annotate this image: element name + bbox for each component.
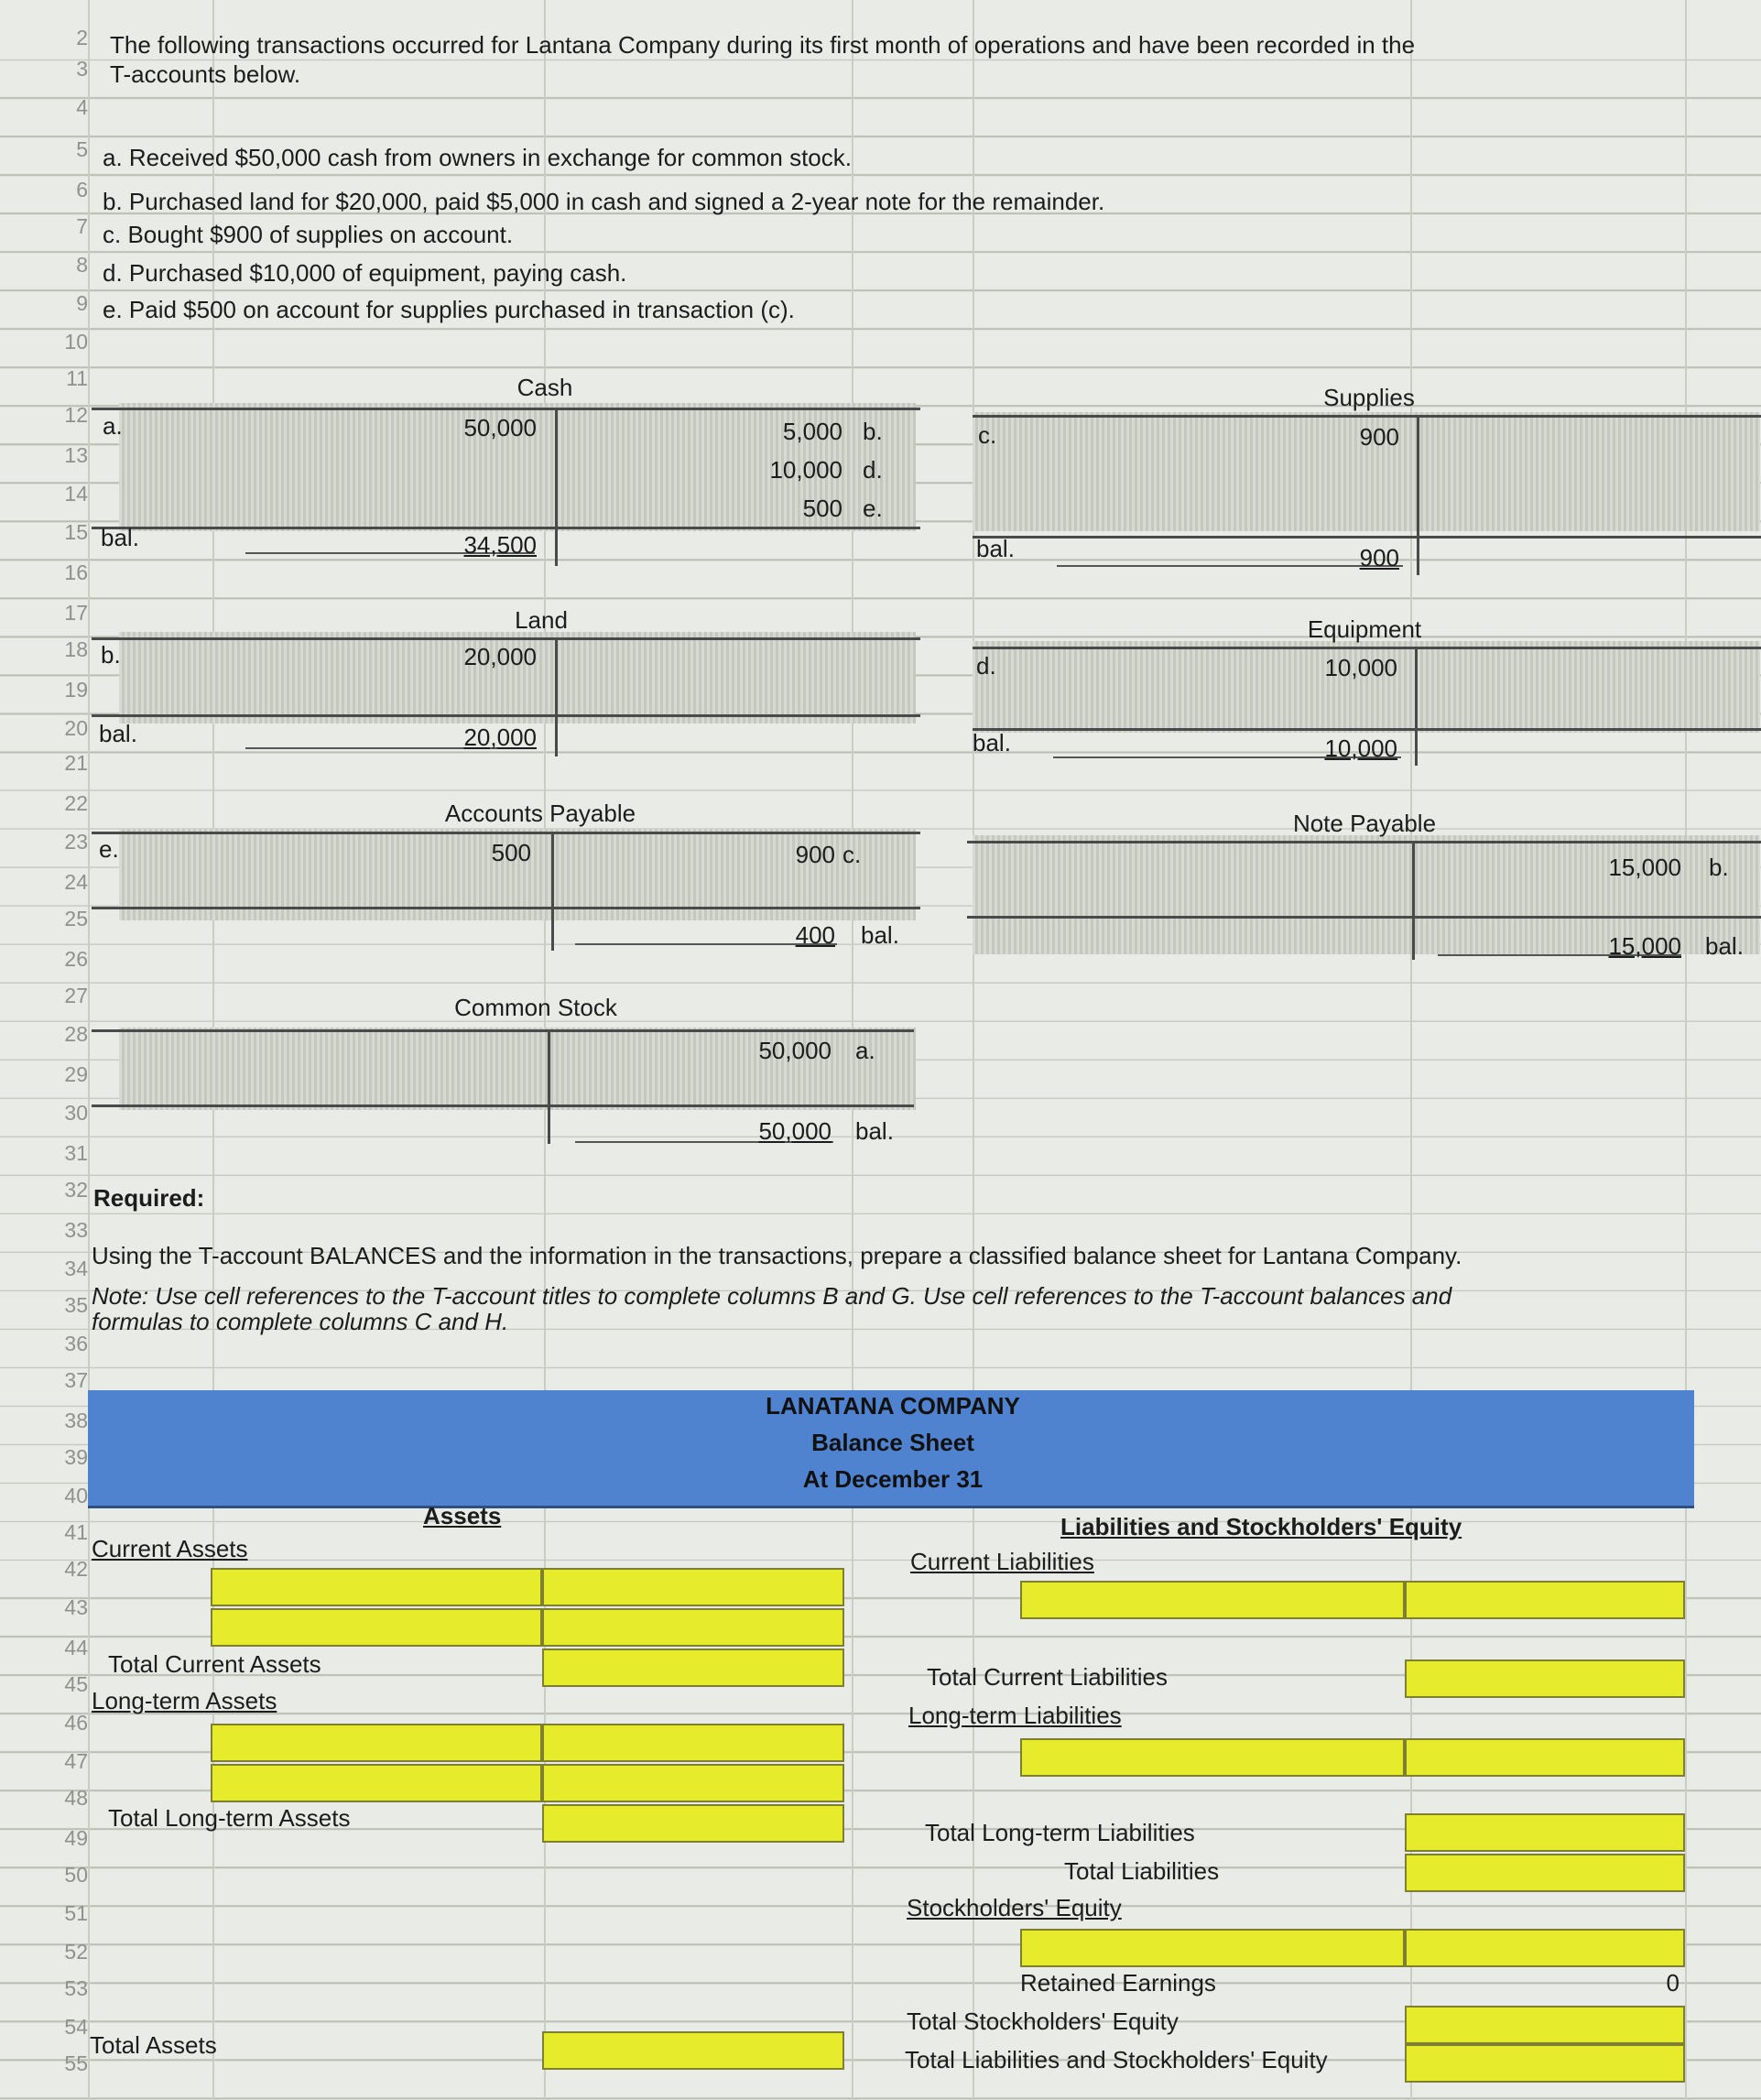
ap-bottom-line — [92, 907, 920, 909]
equity-value-cell[interactable] — [1405, 1929, 1685, 1967]
supplies-title: Supplies — [1323, 384, 1415, 411]
row-number[interactable]: 40 — [64, 1484, 88, 1507]
equipment-top-line — [973, 647, 1761, 649]
row-number[interactable]: 20 — [64, 716, 88, 740]
cash-left-value: 50,000 — [463, 414, 537, 441]
cs-top-line — [92, 1029, 914, 1032]
row-number[interactable]: 36 — [64, 1332, 88, 1355]
total-liabilities-cell[interactable] — [1405, 1854, 1685, 1892]
row-number[interactable]: 9 — [76, 291, 88, 315]
notepayable-top-line — [967, 841, 1761, 843]
total-current-assets-cell[interactable] — [542, 1648, 844, 1687]
transaction-b: b. Purchased land for $20,000, paid $5,000 in cash and signed a 2-year note for the remainder. — [103, 188, 1105, 215]
row-number[interactable]: 10 — [64, 330, 88, 354]
current-asset-value-1-cell[interactable] — [542, 1568, 844, 1606]
notepayable-right-value: 15,000 — [1608, 854, 1681, 881]
row-number[interactable]: 24 — [64, 870, 88, 894]
supplies-left-label: c. — [978, 421, 997, 449]
row-number[interactable]: 7 — [76, 214, 88, 238]
row-number[interactable]: 4 — [76, 95, 88, 119]
ap-left-value: 500 — [491, 839, 531, 866]
land-bal-label: bal. — [99, 720, 137, 747]
row-number[interactable]: 18 — [64, 637, 88, 661]
cash-right-label-3: e. — [863, 495, 883, 522]
total-long-term-assets-cell[interactable] — [542, 1804, 844, 1843]
cs-right-value: 50,000 — [758, 1037, 832, 1064]
row-number[interactable]: 11 — [66, 366, 88, 390]
statement-title: Balance Sheet — [811, 1429, 974, 1456]
row-number[interactable]: 17 — [64, 601, 88, 625]
row-number[interactable]: 14 — [64, 482, 88, 506]
land-left-label: b. — [101, 641, 121, 669]
required-line-3: formulas to complete columns C and H. — [92, 1308, 509, 1335]
notepayable-bal-label: bal. — [1705, 932, 1744, 960]
row-number[interactable]: 45 — [64, 1672, 88, 1696]
statement-date: At December 31 — [802, 1465, 984, 1493]
intro-line-2: T-accounts below. — [110, 60, 301, 88]
row-number[interactable]: 5 — [76, 137, 88, 161]
cs-title: Common Stock — [454, 994, 617, 1021]
total-current-liabilities-cell[interactable] — [1405, 1659, 1685, 1698]
equipment-bottom-line — [973, 728, 1761, 731]
row-number[interactable]: 28 — [64, 1022, 88, 1046]
cash-right-value-3: 500 — [802, 495, 842, 522]
row-number[interactable]: 29 — [64, 1062, 88, 1086]
ap-bal-label: bal. — [861, 921, 899, 949]
cash-left-label: a. — [103, 412, 123, 440]
ap-right-value: 900 — [795, 841, 835, 868]
long-term-asset-name-1-cell[interactable] — [211, 1724, 542, 1762]
transaction-e: e. Paid $500 on account for supplies purchased in transaction (c). — [103, 296, 795, 323]
equipment-divider — [1415, 647, 1418, 766]
row-number[interactable]: 23 — [64, 830, 88, 854]
cash-title: Cash — [516, 374, 573, 401]
total-liabilities-label: Total Liabilities — [1064, 1857, 1220, 1885]
long-term-asset-value-2-cell[interactable] — [542, 1764, 844, 1802]
land-divider — [555, 637, 558, 756]
total-liab-equity-label: Total Liabilities and Stockholders' Equity — [905, 2046, 1328, 2073]
row-number[interactable]: 34 — [64, 1257, 88, 1280]
row-number[interactable]: 50 — [64, 1863, 88, 1887]
row-number[interactable]: 54 — [64, 2015, 88, 2039]
row-number[interactable]: 13 — [64, 443, 88, 467]
total-current-assets-label: Total Current Assets — [108, 1650, 321, 1678]
row-number[interactable]: 15 — [64, 520, 88, 544]
notepayable-right-label: b. — [1709, 854, 1729, 881]
cs-divider — [548, 1029, 550, 1144]
current-liabilities-label: Current Liabilities — [910, 1548, 1094, 1575]
row-number[interactable]: 16 — [64, 560, 88, 584]
equipment-title: Equipment — [1307, 615, 1422, 643]
equipment-left-value: 10,000 — [1324, 654, 1397, 681]
total-stockholders-equity-cell[interactable] — [1405, 2006, 1685, 2044]
equipment-bal-value: 10,000 — [1324, 734, 1397, 762]
notepayable-bal-value: 15,000 — [1608, 932, 1681, 960]
cs-bal-label: bal. — [855, 1117, 894, 1145]
transaction-a: a. Received $50,000 cash from owners in exchange for common stock. — [103, 144, 852, 171]
retained-earnings-label: Retained Earnings — [1020, 1969, 1216, 1997]
row-number[interactable]: 27 — [64, 984, 88, 1007]
supplies-bottom-line — [973, 536, 1761, 539]
row-number[interactable]: 8 — [76, 253, 88, 277]
retained-earnings-value: 0 — [1666, 1969, 1679, 1997]
intro-line-1: The following transactions occurred for Lantana Company during its first month of operations and have been recorded in the — [110, 31, 1416, 59]
cs-right-label: a. — [855, 1037, 875, 1064]
cash-top-line — [92, 408, 920, 410]
supplies-divider — [1417, 415, 1419, 575]
land-title: Land — [515, 606, 568, 634]
equipment-left-label: d. — [976, 652, 996, 680]
row-number[interactable]: 35 — [64, 1293, 88, 1317]
cash-bal-label: bal. — [101, 524, 139, 551]
row-number[interactable]: 2 — [76, 26, 88, 49]
row-number[interactable]: 3 — [76, 57, 88, 81]
land-bottom-line — [92, 714, 920, 717]
notepayable-divider — [1412, 841, 1415, 960]
equipment-bal-label: bal. — [973, 729, 1011, 756]
row-number[interactable]: 12 — [64, 403, 88, 427]
current-liability-value-cell[interactable] — [1405, 1581, 1685, 1619]
long-term-liability-value-cell[interactable] — [1405, 1738, 1685, 1777]
row-number[interactable]: 43 — [64, 1595, 88, 1619]
row-number[interactable]: 55 — [64, 2051, 88, 2075]
row-number[interactable]: 26 — [64, 947, 88, 971]
required-line-1: Using the T-account BALANCES and the information in the transactions, prepare a classified balance sheet for Lantana Company. — [92, 1242, 1462, 1269]
long-term-asset-name-2-cell[interactable] — [211, 1764, 542, 1802]
grid-line — [973, 0, 974, 2100]
long-term-assets-label: Long-term Assets — [92, 1687, 277, 1714]
row-number[interactable]: 30 — [64, 1101, 88, 1125]
row-number[interactable]: 39 — [64, 1445, 88, 1469]
total-current-liabilities-label: Total Current Liabilities — [927, 1663, 1169, 1691]
row-number[interactable]: 46 — [64, 1711, 88, 1735]
ap-top-line — [92, 832, 920, 834]
transaction-d: d. Purchased $10,000 of equipment, paying cash. — [103, 259, 627, 287]
row-number[interactable]: 31 — [64, 1141, 88, 1165]
total-liab-equity-cell[interactable] — [1405, 2044, 1685, 2083]
row-number[interactable]: 21 — [64, 751, 88, 775]
row-number[interactable]: 33 — [64, 1218, 88, 1242]
total-long-term-assets-label: Total Long-term Assets — [108, 1804, 351, 1832]
cs-bal-value: 50,000 — [758, 1117, 832, 1145]
total-stockholders-equity-label: Total Stockholders' Equity — [907, 2008, 1179, 2035]
assets-header: Assets — [423, 1502, 502, 1529]
total-long-term-liabilities-cell[interactable] — [1405, 1813, 1685, 1852]
cs-bottom-line — [92, 1104, 914, 1107]
current-asset-name-2-cell[interactable] — [211, 1608, 542, 1647]
land-left-value: 20,000 — [463, 643, 537, 670]
supplies-bal-label: bal. — [976, 535, 1015, 562]
total-assets-label: Total Assets — [90, 2031, 217, 2059]
row-number[interactable]: 48 — [64, 1786, 88, 1810]
row-number[interactable]: 25 — [64, 907, 88, 930]
notepayable-title: Note Payable — [1292, 810, 1437, 837]
current-assets-label: Current Assets — [92, 1535, 248, 1562]
cash-bal-value: 34,500 — [463, 531, 537, 559]
notepayable-bottom-line — [967, 916, 1761, 919]
total-assets-cell[interactable] — [542, 2031, 844, 2070]
current-asset-value-2-cell[interactable] — [542, 1608, 844, 1647]
row-number[interactable]: 42 — [64, 1557, 88, 1581]
row-number[interactable]: 53 — [64, 1976, 88, 2000]
grid-line — [88, 0, 90, 2100]
ap-right-label: c. — [842, 841, 862, 868]
total-long-term-liabilities-label: Total Long-term Liabilities — [925, 1819, 1195, 1846]
land-bal-value: 20,000 — [463, 724, 537, 751]
company-name: LANATANA COMPANY — [766, 1392, 1020, 1420]
row-number[interactable]: 41 — [64, 1520, 88, 1544]
cash-right-value-2: 10,000 — [769, 456, 842, 484]
grid-line — [1410, 0, 1412, 2100]
ap-bal-value: 400 — [795, 921, 835, 949]
cash-right-label-2: d. — [863, 456, 883, 484]
required-heading: Required: — [93, 1184, 205, 1212]
current-asset-name-1-cell[interactable] — [211, 1568, 542, 1606]
long-term-liability-name-cell[interactable] — [1020, 1738, 1405, 1777]
ap-left-label: e. — [99, 835, 119, 863]
cash-divider — [555, 408, 558, 566]
equity-name-cell[interactable] — [1020, 1929, 1405, 1967]
supplies-left-value: 900 — [1359, 423, 1399, 451]
supplies-top-line — [973, 415, 1761, 418]
long-term-liabilities-label: Long-term Liabilities — [908, 1702, 1122, 1729]
land-top-line — [92, 637, 920, 640]
ap-title: Accounts Payable — [444, 800, 636, 827]
long-term-asset-value-1-cell[interactable] — [542, 1724, 844, 1762]
row-number[interactable]: 22 — [64, 791, 88, 815]
row-number[interactable]: 49 — [64, 1826, 88, 1850]
row-number[interactable]: 19 — [64, 678, 88, 702]
row-number[interactable]: 32 — [64, 1178, 88, 1202]
transaction-c: c. Bought $900 of supplies on account. — [103, 221, 514, 248]
row-number[interactable]: 38 — [64, 1409, 88, 1432]
row-number[interactable]: 51 — [64, 1901, 88, 1925]
cash-right-label-1: b. — [863, 418, 883, 445]
row-number[interactable]: 6 — [76, 178, 88, 201]
current-liability-name-cell[interactable] — [1020, 1581, 1405, 1619]
row-number[interactable]: 37 — [64, 1368, 88, 1392]
row-number[interactable]: 44 — [64, 1636, 88, 1659]
cash-bottom-line — [92, 527, 920, 529]
supplies-bal-value: 900 — [1359, 544, 1399, 571]
row-number[interactable]: 47 — [64, 1749, 88, 1773]
liab-equity-header: Liabilities and Stockholders' Equity — [1060, 1513, 1462, 1540]
required-line-2: Note: Use cell references to the T-account titles to complete columns B and G. Use cell references to the T-account balances and — [92, 1282, 1452, 1310]
stockholders-equity-label: Stockholders' Equity — [907, 1894, 1122, 1921]
grid-line — [1685, 0, 1687, 2100]
row-number[interactable]: 52 — [64, 1940, 88, 1964]
cash-right-value-1: 5,000 — [782, 418, 842, 445]
ap-divider — [551, 832, 554, 951]
